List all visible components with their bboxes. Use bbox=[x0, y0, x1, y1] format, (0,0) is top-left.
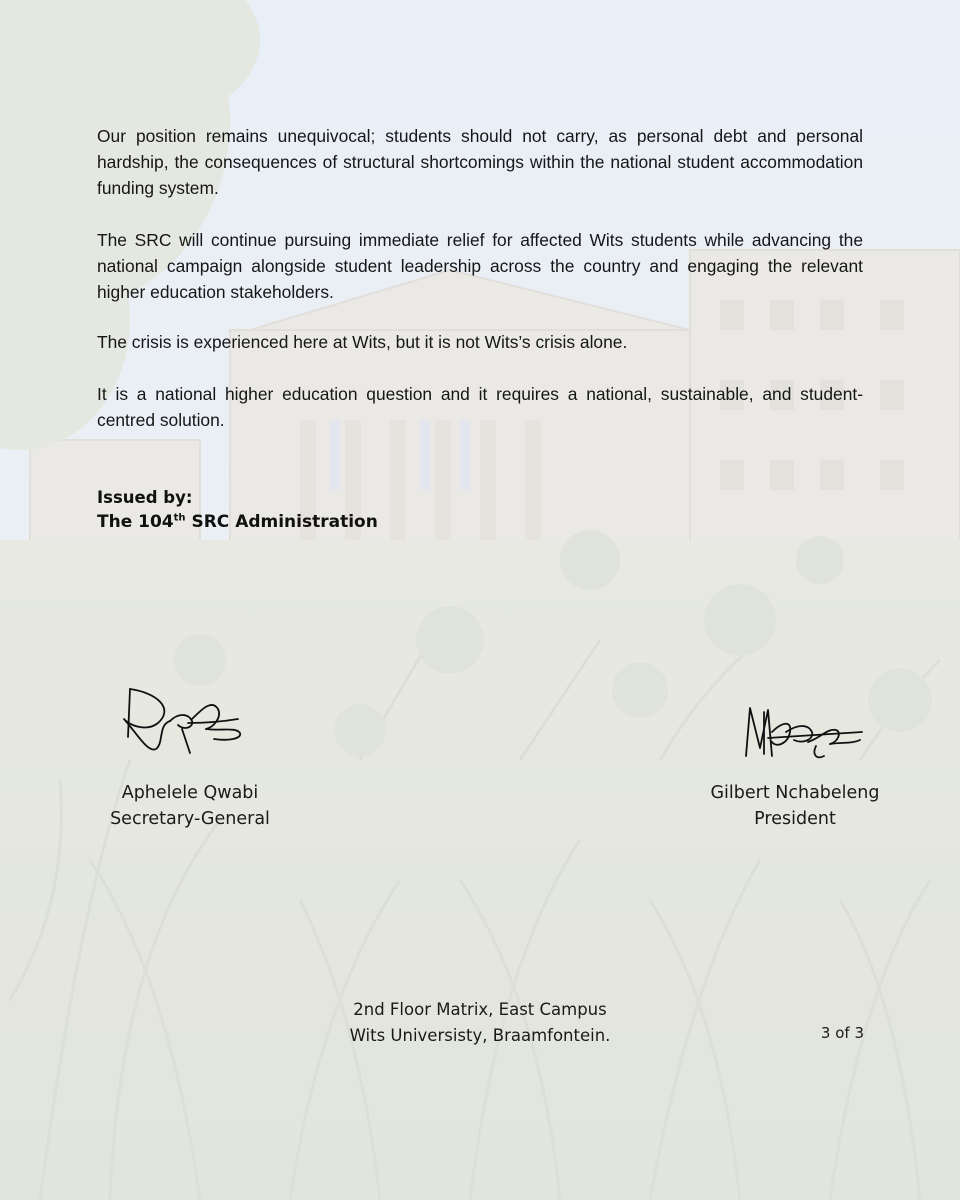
signatory-president bbox=[680, 780, 910, 832]
issued-by-block bbox=[97, 485, 378, 535]
address-line-2: Wits Universisty, Braamfontein. bbox=[349, 1026, 611, 1045]
admin-ordinal-superscript: th bbox=[173, 512, 186, 524]
signatory-title: President bbox=[754, 809, 836, 829]
signatory-title: Secretary-General bbox=[110, 809, 270, 829]
issued-by-label: Issued by: bbox=[97, 488, 193, 507]
page-number: 3 of 3 bbox=[820, 1024, 864, 1042]
issuing-administration bbox=[97, 510, 378, 535]
signature-president bbox=[742, 702, 867, 764]
admin-suffix: SRC Administration bbox=[185, 512, 378, 532]
paragraph-position: Our position remains unequivocal; students should not carry, as personal debt and personal hardship, the consequences of structural shortcomings within the national student accommodation funding system. bbox=[97, 126, 863, 198]
signature-secretary-general bbox=[118, 683, 248, 758]
address-block bbox=[280, 997, 680, 1049]
paragraph-national-question: It is a national higher education question and it requires a national, sustainable, and student-centred solution. bbox=[97, 384, 863, 430]
signatory-name: Gilbert Nchabeleng bbox=[710, 783, 880, 803]
signatory-name: Aphelele Qwabi bbox=[121, 783, 259, 803]
admin-prefix: The 104 bbox=[97, 512, 174, 532]
paragraph-relief: The SRC will continue pursuing immediate relief for affected Wits students while advancing the national campaign alongside student leadership across the country and engaging the relevant higher education stakeholders. bbox=[97, 230, 863, 302]
paragraph-crisis: The crisis is experienced here at Wits, but it is not Wits’s crisis alone. bbox=[97, 332, 628, 352]
address-line-1: 2nd Floor Matrix, East Campus bbox=[353, 1000, 607, 1019]
signatory-secretary-general bbox=[80, 780, 300, 832]
